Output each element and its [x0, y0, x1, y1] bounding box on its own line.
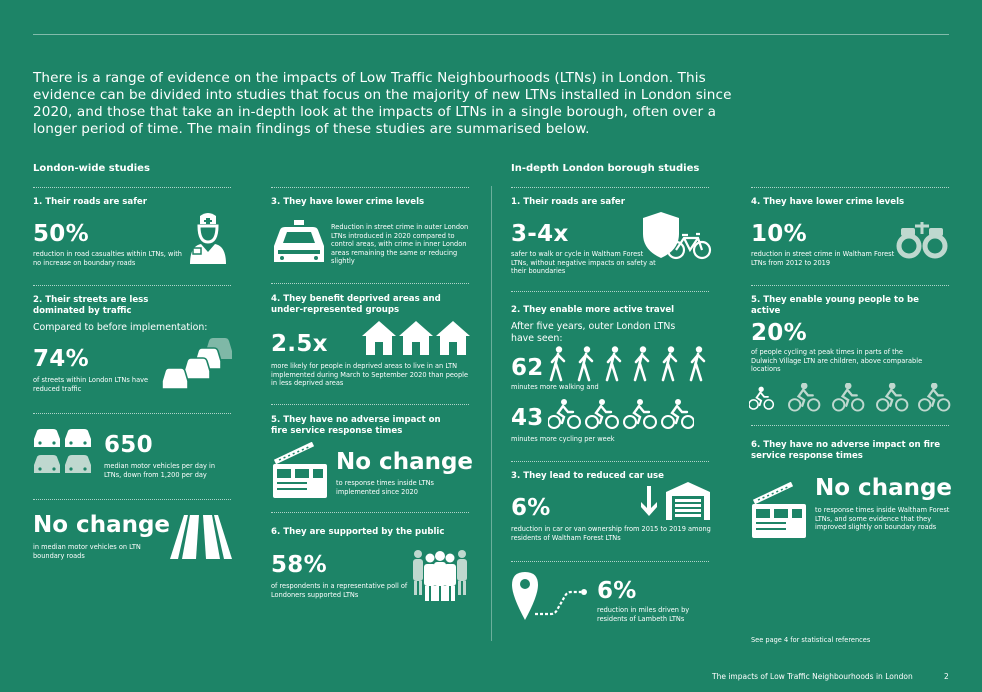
right-heading: In-depth London borough studies	[511, 163, 700, 174]
divider	[511, 291, 709, 292]
divider	[271, 512, 469, 513]
lw-s2-intro: Compared to before implementation:	[33, 322, 208, 333]
garage-icon	[666, 482, 710, 520]
bs-s3-stat: 6%	[511, 495, 551, 521]
down-arrow-icon	[641, 486, 657, 518]
bs-s5-desc: of people cycling at peak times in parts of the Dulwich Village LTN are children, above comparable locations	[751, 348, 923, 374]
crowd-icon	[408, 546, 472, 602]
road-icon	[170, 515, 232, 559]
lw-s2-stat3: No change	[33, 512, 171, 538]
bs-s3-desc2: reduction in miles driven by residents of Lambeth LTNs	[597, 606, 690, 623]
lw-s2-desc: of streets within London LTNs have reduced traffic	[33, 376, 149, 393]
lw-s4-stat: 2.5x	[271, 331, 328, 357]
footer-title: The impacts of Low Traffic Neighbourhoods in London	[712, 672, 913, 681]
lw-s2-title: 2. Their streets are less dominated by traffic	[33, 295, 149, 316]
page-number: 2	[944, 672, 949, 681]
bs-s3-desc: reduction in car or van ownership from 2015 to 2019 among residents of Waltham Forest LTNs	[511, 525, 711, 542]
bs-s6-desc: to response times inside Waltham Forest LTNs, and some evidence that they improved slightly on boundary roads	[815, 506, 950, 532]
bs-s2-intro: After five years, outer London LTNs have seen:	[511, 321, 676, 344]
route-pin-icon	[511, 570, 591, 624]
lw-s2-stat2: 650	[104, 432, 153, 458]
lw-s5-stat: No change	[336, 449, 474, 475]
handcuffs-icon	[895, 214, 951, 270]
cars-icon	[160, 333, 236, 393]
divider	[271, 283, 469, 284]
column-separator	[491, 186, 492, 641]
divider	[33, 187, 231, 188]
bs-s2-stat2: 43	[511, 405, 544, 431]
divider	[751, 425, 949, 426]
bs-s5-title: 5. They enable young people to be active	[751, 295, 919, 316]
divider	[33, 499, 231, 500]
lw-s5-title: 5. They have no adverse impact on fire service response times	[271, 415, 441, 436]
intro-paragraph: There is a range of evidence on the impacts of Low Traffic Neighbourhoods (LTNs) in London. This evidence can be divided into studies that focus on the majority of new LTNs installed in London since 2020, and those that take an in-depth look at the impacts of LTNs in a single borough, often over a longer period of time. The main findings of these studies are summarised below.	[33, 70, 732, 137]
cyclist-icon	[548, 399, 694, 431]
car-icon	[33, 427, 93, 477]
lw-s1-stat: 50%	[33, 221, 89, 247]
lw-s5-desc: to response times inside LTNs implemented since 2020	[336, 479, 434, 496]
bicycle-icon	[666, 232, 712, 260]
police-car-icon	[272, 218, 326, 266]
lw-s3-desc: Reduction in street crime in outer London LTNs introduced in 2020 compared to control areas, with crime in inner London areas remaining the same or reducing slightly	[331, 223, 469, 266]
bs-s3-stat2: 6%	[597, 578, 637, 604]
divider	[511, 461, 709, 462]
bs-s5-stat: 20%	[751, 320, 807, 346]
fire-engine-icon	[271, 442, 329, 502]
lw-s4-desc: more likely for people in deprived areas to live in an LTN implemented during March to September 2020 than people in less deprived areas	[271, 362, 469, 388]
lw-s2-desc3: in median motor vehicles on LTN boundary roads	[33, 543, 141, 560]
divider	[751, 285, 949, 286]
bs-s1-stat: 3-4x	[511, 221, 569, 247]
divider	[751, 187, 949, 188]
lw-s2-desc2: median motor vehicles per day in LTNs, down from 1,200 per day	[104, 462, 215, 479]
lw-s4-title: 4. They benefit deprived areas and under-represented groups	[271, 294, 441, 315]
fire-engine-icon	[750, 482, 808, 542]
walker-icon	[548, 346, 712, 382]
lw-s6-desc: of respondents in a representative poll of Londoners supported LTNs	[271, 582, 408, 599]
lw-s6-stat: 58%	[271, 552, 327, 578]
lw-s6-title: 6. They are supported by the public	[271, 527, 445, 537]
lw-s3-title: 3. They have lower crime levels	[271, 197, 425, 207]
lw-s2-stat: 74%	[33, 346, 89, 372]
divider	[511, 561, 709, 562]
bs-s4-stat: 10%	[751, 221, 807, 247]
nurse-icon	[186, 210, 230, 266]
lw-s1-desc: reduction in road casualties within LTNs, with no increase on boundary roads	[33, 250, 182, 267]
bs-s4-desc: reduction in street crime in Waltham Forest LTNs from 2012 to 2019	[751, 250, 895, 267]
bs-s1-desc: safer to walk or cycle in Waltham Forest LTNs, without negative impacts on safety at their boundaries	[511, 250, 656, 276]
left-heading: London-wide studies	[33, 163, 150, 174]
bs-s2-title: 2. They enable more active travel	[511, 305, 675, 315]
divider	[33, 285, 231, 286]
bs-s2-stat: 62	[511, 355, 544, 381]
bs-s1-title: 1. Their roads are safer	[511, 197, 625, 207]
bs-s2-desc: minutes more walking and	[511, 383, 599, 391]
cyclist-icon	[749, 383, 951, 415]
bs-s2-desc2: minutes more cycling per week	[511, 435, 615, 443]
lw-s1-title: 1. Their roads are safer	[33, 197, 147, 207]
bs-s4-title: 4. They have lower crime levels	[751, 197, 905, 207]
bs-s6-stat: No change	[815, 475, 953, 501]
divider	[271, 404, 469, 405]
divider	[511, 187, 709, 188]
houses-icon	[362, 320, 470, 356]
bs-s3-title: 3. They lead to reduced car use	[511, 471, 664, 481]
bs-s6-title: 6. They have no adverse impact on fire service response times	[751, 440, 941, 461]
references-note: See page 4 for statistical references	[751, 636, 871, 644]
divider	[33, 413, 231, 414]
divider	[271, 187, 469, 188]
top-rule	[33, 34, 949, 35]
